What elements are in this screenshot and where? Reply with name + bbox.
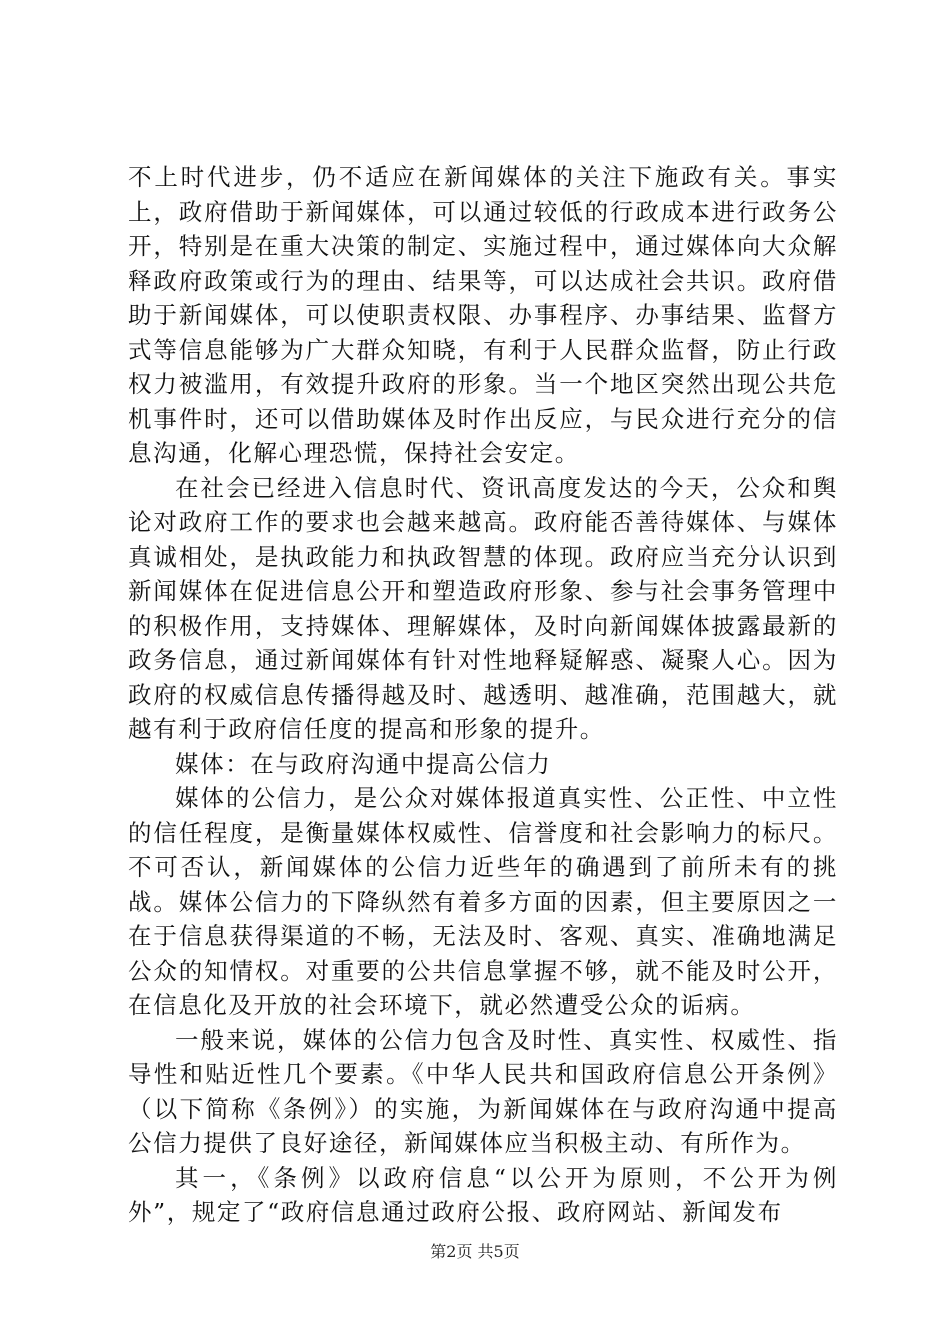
paragraph-3: 媒体的公信力，是公众对媒体报道真实性、公正性、中立性的信任程度，是衡量媒体权威性、信誉度和社会影响力的标尺。不可否认，新闻媒体的公信力近些年的确遇到了前所未有的挑战。媒体公信力的下降纵然有着多方面的因素，但主要原因之一在于信息获得渠道的不畅，无法及时、客观、真实、准确地满足公众的知情权。对重要的公共信息掌握不够，就不能及时公开，在信息化及开放的社会环境下，就必然遭受公众的诟病。 <box>128 784 838 1019</box>
section-heading: 媒体：在与政府沟通中提高公信力 <box>175 749 552 778</box>
paragraph-5: 其一，《条例》以政府信息“以公开为原则，不公开为例外”，规定了“政府信息通过政府公报、政府网站、新闻发布 <box>128 1163 838 1226</box>
paragraph-2: 在社会已经进入信息时代、资讯高度发达的今天，公众和舆论对政府工作的要求也会越来越高。政府能否善待媒体、与媒体真诚相处，是执政能力和执政智慧的体现。政府应当充分认识到新闻媒体在促进信息公开和塑造政府形象、参与社会事务管理中的积极作用，支持媒体、理解媒体，及时向新闻媒体披露最新的政务信息，通过新闻媒体有针对性地释疑解惑、凝聚人心。因为政府的权威信息传播得越及时、越透明、越准确，范围越大，就越有利于政府信任度的提高和形象的提升。 <box>128 473 838 743</box>
document-body <box>128 160 838 1230</box>
paragraph-1: 不上时代进步，仍不适应在新闻媒体的关注下施政有关。事实上，政府借助于新闻媒体，可以通过较低的行政成本进行政务公开，特别是在重大决策的制定、实施过程中，通过媒体向大众解释政府政策或行为的理由、结果等，可以达成社会共识。政府借助于新闻媒体，可以使职责权限、办事程序、办事结果、监督方式等信息能够为广大群众知晓，有利于人民群众监督，防止行政权力被滥用，有效提升政府的形象。当一个地区突然出现公共危机事件时，还可以借助媒体及时作出反应，与民众进行充分的信息沟通，化解心理恐慌，保持社会安定。 <box>128 163 838 467</box>
paragraph-4: 一般来说，媒体的公信力包含及时性、真实性、权威性、指导性和贴近性几个要素。《中华人民共和国政府信息公开条例》（以下简称《条例》）的实施，为新闻媒体在与政府沟通中提高公信力提供了良好途径，新闻媒体应当积极主动、有所作为。 <box>128 1025 838 1157</box>
page-number-footer: 第2页 共5页 <box>430 1242 520 1261</box>
